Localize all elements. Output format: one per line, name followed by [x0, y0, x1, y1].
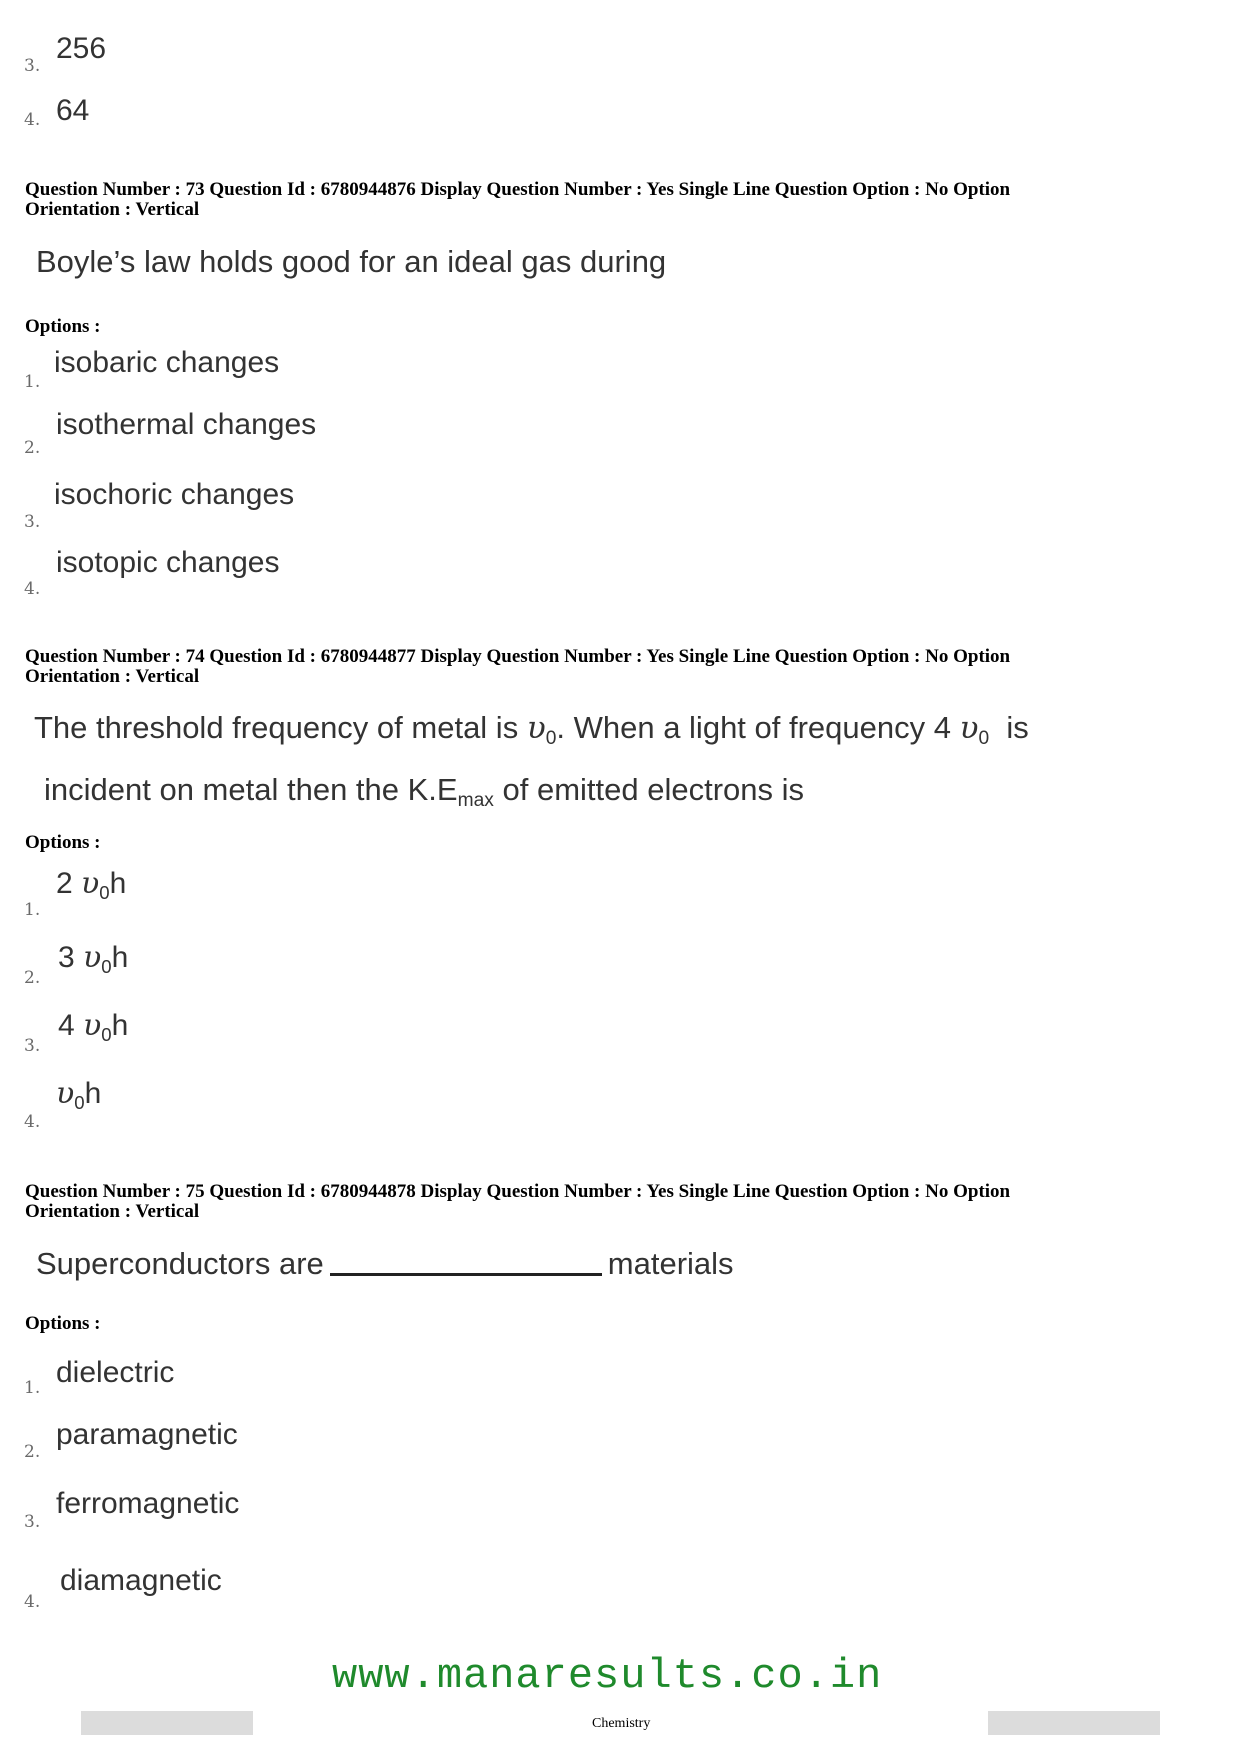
option-number: 3.: [24, 1512, 41, 1532]
option-text: isochoric changes: [54, 478, 295, 511]
option-number: 1.: [24, 1378, 41, 1398]
nu-subscript: 0: [545, 728, 557, 750]
option-number: 3.: [24, 1036, 41, 1056]
footer-bar-left: [81, 1711, 253, 1735]
footer-bar-right: [988, 1711, 1160, 1735]
stem-text: . When a light of frequency 4: [556, 710, 951, 745]
nu-subscript: 0: [74, 1091, 85, 1113]
fill-in-blank: [330, 1273, 602, 1276]
option-number: 1.: [24, 900, 41, 920]
nu-subscript: 0: [978, 728, 990, 750]
nu-subscript: 0: [101, 1023, 112, 1045]
question-meta-line1: Question Number : 73 Question Id : 6780944876 Display Question Number : Yes Single Line Question Option : No Option: [25, 179, 1011, 200]
stem-text: incident on metal then the K.E: [44, 772, 458, 807]
nu-symbol: υ: [959, 710, 979, 746]
question-meta: [25, 180, 1205, 220]
question-meta: [25, 1182, 1205, 1222]
option-text: 256: [56, 32, 107, 65]
option-number: 1.: [24, 372, 41, 392]
question-meta-line2: Orientation : Vertical: [25, 666, 200, 687]
option-number: 2.: [24, 1442, 41, 1462]
option-text: [56, 1076, 101, 1111]
question-stem: Boyle’s law holds good for an ideal gas during: [36, 244, 667, 279]
option-text: dielectric: [56, 1356, 175, 1389]
options-label: Options :: [25, 316, 101, 337]
option-unit: h: [109, 867, 127, 900]
stem-text: of emitted electrons is: [502, 772, 805, 807]
nu-subscript: 0: [101, 955, 112, 977]
option-number: 2.: [24, 438, 41, 458]
option-coefficient: 2: [56, 867, 73, 900]
option-text: paramagnetic: [56, 1418, 238, 1451]
nu-symbol: υ: [81, 866, 100, 901]
nu-symbol: υ: [56, 1076, 75, 1111]
stem-text: The threshold frequency of metal is: [34, 710, 519, 745]
option-coefficient: 4: [58, 1009, 75, 1042]
option-text: [58, 1008, 128, 1043]
watermark: www.manaresults.co.in: [332, 1652, 883, 1700]
option-unit: h: [84, 1077, 102, 1110]
nu-symbol: υ: [83, 940, 102, 975]
option-text: [56, 866, 126, 901]
option-number: 4.: [24, 110, 41, 130]
option-number: 3.: [24, 56, 41, 76]
ke-subscript: max: [457, 790, 494, 812]
nu-subscript: 0: [99, 881, 110, 903]
question-stem-line2: [44, 772, 805, 812]
option-coefficient: 3: [58, 941, 75, 974]
footer-subject: Chemistry: [592, 1716, 651, 1731]
stem-text: is: [1006, 710, 1029, 745]
option-text: [58, 940, 128, 975]
question-stem-line1: [34, 710, 1029, 750]
options-label: Options :: [25, 1313, 101, 1334]
options-label: Options :: [25, 832, 101, 853]
option-number: 4.: [24, 579, 41, 599]
question-meta-line2: Orientation : Vertical: [25, 199, 200, 220]
option-text: isobaric changes: [54, 346, 280, 379]
option-number: 3.: [24, 512, 41, 532]
option-text: diamagnetic: [60, 1564, 222, 1597]
question-meta: [25, 647, 1205, 687]
question-meta-line1: Question Number : 75 Question Id : 6780944878 Display Question Number : Yes Single Line Question Option : No Option: [25, 1181, 1011, 1202]
nu-symbol: υ: [83, 1008, 102, 1043]
option-text: 64: [56, 94, 90, 127]
option-number: 4.: [24, 1112, 41, 1132]
option-text: isotopic changes: [56, 546, 280, 579]
option-text: ferromagnetic: [56, 1487, 240, 1520]
option-text: isothermal changes: [56, 408, 317, 441]
question-meta-line1: Question Number : 74 Question Id : 6780944877 Display Question Number : Yes Single Line Question Option : No Option: [25, 646, 1011, 667]
option-number: 2.: [24, 968, 41, 988]
option-unit: h: [111, 1009, 129, 1042]
question-stem: [36, 1246, 734, 1282]
stem-text: Superconductors are: [36, 1246, 324, 1281]
question-meta-line2: Orientation : Vertical: [25, 1201, 200, 1222]
option-unit: h: [111, 941, 129, 974]
stem-text: materials: [607, 1246, 734, 1281]
option-number: 4.: [24, 1592, 41, 1612]
nu-symbol: υ: [526, 710, 546, 746]
